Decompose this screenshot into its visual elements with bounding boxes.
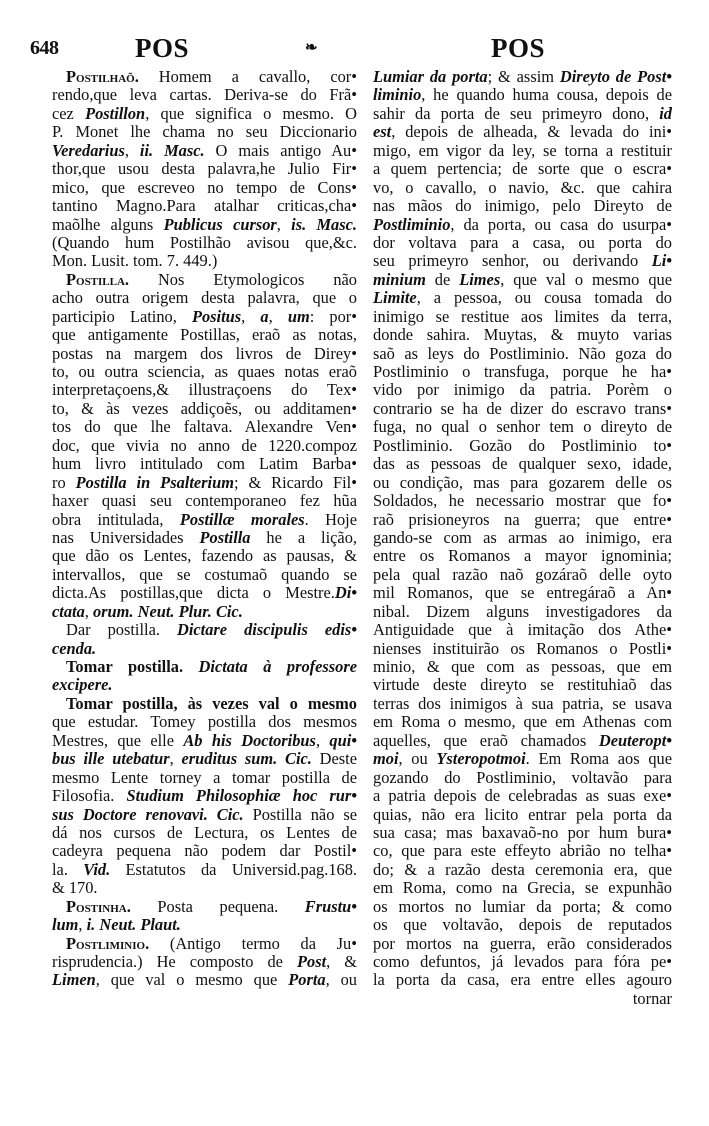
text-line: mil Romanos, que se entregáraõ a An• [373,583,672,603]
text-line: gozando do Postliminio, voltavão para [373,767,672,787]
text-line: P. Monet lhe chama no seu Diccionario [52,122,357,142]
text-line: Mestres, que elle Ab his Doctoribus, qui• [52,730,357,750]
text-line: & 170. [52,878,98,898]
text-line: Postliminio. (Antigo termo da Ju• [66,933,357,953]
text-line: acho outra origem desta palavra, que o [52,288,357,308]
text-line: como defuntos, já levados para fóra pe• [373,952,672,971]
text-line: ou condição, mas para gozarem delle os [373,472,672,492]
text-line: aquelles, que eraõ chamados Deuteropt• [373,730,672,750]
text-line: Dar postilla. Dictare discipulis edis• [66,620,357,640]
text-line: cenda. [52,638,97,658]
text-line: virtude deste direyto se restituhiaõ das [373,675,672,695]
running-head-right: POS [491,33,546,63]
text-line: nienses instituirão os Romanos o Postli• [373,638,672,658]
text-line: la. Vid. Estatutos da Universid.pag.168. [52,859,358,879]
text-line: liminio, he quando huma cousa, depois de [373,85,672,105]
text-line: dá nos cursos de Lectura, os Lentes de [52,822,357,842]
text-line: cadeyra pequena não podem dar Postil• [52,841,357,861]
text-line: risprudencia.) He composto de Post, & [52,952,357,971]
text-line: dor voltava para a casa, ou porta do [373,232,672,252]
text-line: os que voltavão, depois de reputados [373,915,672,935]
text-line: sus Doctore renovavi. Cic. Postilla não se [52,804,357,824]
text-line: das as pessoas de qualquer sexo, idade, [373,454,672,474]
text-line: hum livro intitulado com Latim Barba• [52,454,357,474]
text-line: Lumiar da porta; & assim Direyto de Post• [373,67,672,86]
text-line: nas Universidades Postilla he a lição, [52,527,358,547]
left-column [52,68,357,990]
text-line: a quem pertencia; de sorte que o escra• [373,159,672,179]
text-line: doc, que vivia no anno de 1220.compoz [52,435,357,455]
text-line: dicta.As postillas,que dicta o Mestre.Di• [52,583,357,603]
text-line: em Roma, como na Grecia, se expunhão [373,878,672,898]
fleuron-ornament-icon: ❧ [305,40,318,56]
text-line: migo, em vigor da ley, se torna a restituir [373,140,672,160]
page-number: 648 [30,37,59,59]
text-line: tantino Magno.Para atalhar criticas,cha• [52,196,357,216]
text-line: pela qual razão naõ gozáraõ delle oyto [373,564,672,584]
text-line: haxer quasi seu contemporaneo fez hũa [52,491,357,511]
text-line: Limen, que val o mesmo que Porta, ou [52,970,357,990]
text-line: la porta da casa, era entre elles agouro [373,970,672,990]
text-line: Soldados, he necessario mostrar que fo• [373,491,672,511]
text-line: moi, ou Ysteropotmoi. Em Roma aos que [373,749,672,769]
text-line: seu primeyro senhor, ou derivando Li• [373,251,672,271]
text-line: postas na margem dos livros de Direy• [52,343,357,363]
text-line: Postinha. Posta pequena. Frustu• [66,896,357,916]
text-line: mico, que escreveo no tempo de Cons• [52,177,357,197]
text-line: terras dos inimigos à sua patria, se usava [373,693,672,713]
text-line: Postilhaõ. Homem a cavallo, cor• [66,67,357,86]
text-line: nas mãos do inimigo, pelo Direyto de [373,196,672,216]
text-line: que estudar. Tomey postilla dos mesmos [52,712,357,732]
text-line: quias, não era licito entrar pela porta da [373,804,672,824]
text-line: nibal. Dizem alguns investigadores da [373,601,672,621]
text-line: (Quando hum Postilhão avisou que,&c. [52,232,357,252]
text-line: fuga, no qual o senhor tem o direyto de [373,417,672,437]
running-head-left: POS [135,33,190,63]
text-line: sua casa; mas baxavaõ-no por hum bura• [373,822,672,842]
text-line: ro Postilla in Psalterium; & Ricardo Fil• [52,472,357,492]
text-line: participio Latino, Positus, a, um: por• [52,306,357,326]
text-line: raõ prisioneyros na guerra; que entre• [373,509,672,529]
text-line: Postliminio. Gozão do Postliminio to• [373,435,672,455]
text-line: vido por inimigo da patria. Porèm o [373,380,672,400]
text-line: donde sahira. Muytas, & muyto varias [373,325,672,345]
text-line: gando-se com as armas ao inimigo, era [373,527,672,547]
text-line: Antiguidade que à imitação dos Athe• [373,620,672,640]
text-line: Mon. Lusit. tom. 7. 449.) [52,251,218,271]
text-line: rendo,que leva cartas. Deriva-se do Frã• [52,85,357,105]
text-line: Limite, a pessoa, ou cousa tomada do [373,288,672,308]
text-line: Veredarius, ii. Masc. O mais antigo Au• [52,140,357,160]
text-line: entre os Romanos a mayor ignominia; [373,546,672,566]
text-line: do; & a razão desta ceremonia era, que [373,859,672,879]
text-line: tos do que lhe faltava. Alexandre Ven• [52,417,357,437]
text-line: minium de Limes, que val o mesmo que [373,269,672,289]
text-line: minio, & que com as pessoas, que em [373,657,672,676]
text-line: co, que para este effeyto abrião no telha• [373,841,672,861]
text-line: intervallos, que se costumaõ quando se [52,564,357,584]
text-line: obra intitulada, Postillæ morales. Hoje [52,509,357,529]
text-line: ctata, orum. Neut. Plur. Cic. [52,601,243,621]
text-line: Filosofia. Studium Philosophiæ hoc rur• [52,786,357,806]
text-line: Tomar postilla, às vezes val o mesmo [66,693,357,713]
text-line: maõlhe alguns Publicus cursor, is. Masc. [52,214,357,234]
text-line: cez Postillon, que significa o mesmo. O [52,103,357,123]
text-line: Postliminio o transfuga, porque he ha• [373,362,672,381]
text-line: por mortos na guerra, erão considerados [373,933,672,953]
text-line: to, ou outra sciencia, as quaes notas eraõ [52,362,357,381]
text-line: em Roma o mesmo, que em Athenas com [373,712,672,732]
text-line: mesmo Lente torney a tomar postilla de [52,767,357,787]
text-line: interpretaçoens,& illustraçoens do Tex• [52,380,357,400]
text-line: saõ as leys do Postliminio. Não goza do [373,343,672,363]
catchword: tornar [632,988,672,1008]
text-line: contrario se ha de dizer do escravo trans• [373,398,672,418]
right-column [373,68,672,1008]
text-line: excipere. [52,675,113,695]
text-line: os mortos no lumiar da porta; & como [373,896,672,916]
text-line: thor,que usou desta palavra,he Julio Fir• [52,159,357,179]
text-line: que antigamente Postillas, eraõ as notas, [52,325,357,345]
text-line: Postilla. Nos Etymologicos não [66,269,357,289]
text-line: sahir da porta de seu primeyro dono, id [373,103,672,123]
text-line: est, depois de alheada, & levada do ini• [373,122,672,142]
text-line: vo, o cavallo, o navio, &c. que cahira [373,177,672,197]
text-line: lum, i. Neut. Plaut. [52,915,181,935]
text-line: que dão os Lentes, fazendo as pausas, & [52,546,357,566]
text-line: bus ille utebatur, eruditus sum. Cic. Deste [52,749,357,769]
text-line: to, & às vezes addiçoẽs, ou additamen• [52,398,357,418]
text-line: Postliminio, da porta, ou casa do usurpa• [373,214,672,234]
text-line: a patria depois de celebradas as suas exe• [373,786,672,806]
text-line: inimigo se restitue aos limites da terra, [373,306,672,326]
text-line: Tomar postilla. Dictata à professore [66,657,357,676]
